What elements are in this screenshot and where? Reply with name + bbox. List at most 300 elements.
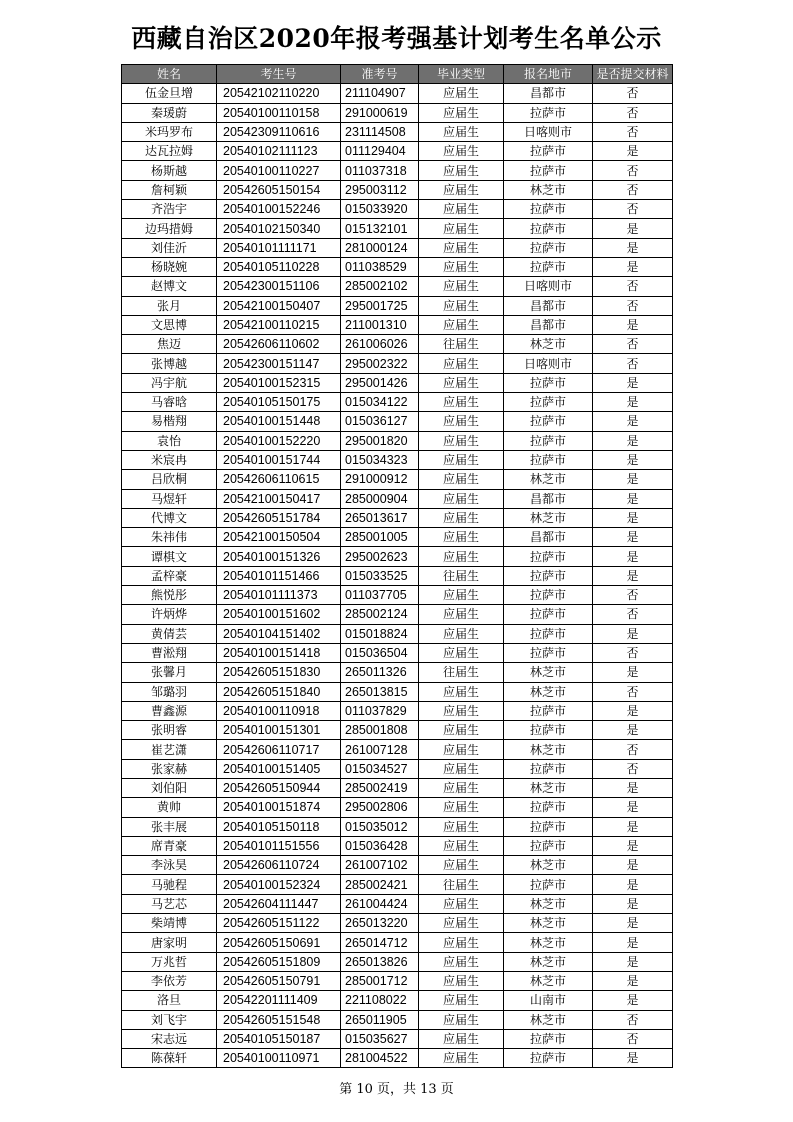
- cell-graduation-type: 应届生: [419, 122, 504, 141]
- cell-registration-city: 拉萨市: [504, 836, 593, 855]
- cell-graduation-type: 应届生: [419, 354, 504, 373]
- cell-materials-submitted: 是: [593, 450, 673, 469]
- cell-materials-submitted: 是: [593, 663, 673, 682]
- cell-admission-number: 011037318: [341, 161, 419, 180]
- table-row: [122, 778, 673, 797]
- cell-candidate-number: 20542102110220: [217, 84, 341, 103]
- cell-registration-city: 拉萨市: [504, 412, 593, 431]
- cell-name: 代博文: [122, 508, 217, 527]
- cell-materials-submitted: 是: [593, 798, 673, 817]
- cell-candidate-number: 20540101151466: [217, 566, 341, 585]
- cell-candidate-number: 20540105150175: [217, 393, 341, 412]
- cell-materials-submitted: 否: [593, 605, 673, 624]
- cell-admission-number: 291000619: [341, 103, 419, 122]
- cell-name: 张博越: [122, 354, 217, 373]
- cell-admission-number: 295001426: [341, 373, 419, 392]
- cell-candidate-number: 20542606110615: [217, 470, 341, 489]
- cell-graduation-type: 应届生: [419, 547, 504, 566]
- cell-materials-submitted: 是: [593, 701, 673, 720]
- cell-admission-number: 261006026: [341, 335, 419, 354]
- cell-admission-number: 015035627: [341, 1029, 419, 1048]
- cell-registration-city: 昌都市: [504, 296, 593, 315]
- cell-name: 伍金旦增: [122, 84, 217, 103]
- cell-admission-number: 211001310: [341, 315, 419, 334]
- cell-candidate-number: 20540102150340: [217, 219, 341, 238]
- cell-admission-number: 015034122: [341, 393, 419, 412]
- cell-candidate-number: 20540105150118: [217, 817, 341, 836]
- cell-graduation-type: 应届生: [419, 952, 504, 971]
- cell-graduation-type: 应届生: [419, 200, 504, 219]
- cell-materials-submitted: 否: [593, 296, 673, 315]
- cell-materials-submitted: 否: [593, 161, 673, 180]
- cell-registration-city: 拉萨市: [504, 643, 593, 662]
- cell-graduation-type: 应届生: [419, 740, 504, 759]
- table-row: [122, 663, 673, 682]
- cell-graduation-type: 应届生: [419, 103, 504, 122]
- table-row: [122, 759, 673, 778]
- header-admission-number: 准考号: [341, 65, 419, 84]
- cell-name: 刘伯阳: [122, 778, 217, 797]
- cell-admission-number: 015036504: [341, 643, 419, 662]
- cell-materials-submitted: 是: [593, 431, 673, 450]
- table-row: [122, 1010, 673, 1029]
- cell-graduation-type: 应届生: [419, 643, 504, 662]
- table-row: [122, 180, 673, 199]
- cell-name: 张馨月: [122, 663, 217, 682]
- cell-registration-city: 拉萨市: [504, 450, 593, 469]
- cell-name: 黄帅: [122, 798, 217, 817]
- table-row: [122, 219, 673, 238]
- table-row: [122, 740, 673, 759]
- cell-admission-number: 261007102: [341, 856, 419, 875]
- cell-registration-city: 昌都市: [504, 315, 593, 334]
- cell-name: 秦瑗蔚: [122, 103, 217, 122]
- table-row: [122, 200, 673, 219]
- cell-name: 刘飞宇: [122, 1010, 217, 1029]
- cell-admission-number: 265011326: [341, 663, 419, 682]
- cell-name: 李泳昊: [122, 856, 217, 875]
- cell-registration-city: 拉萨市: [504, 431, 593, 450]
- cell-admission-number: 015033920: [341, 200, 419, 219]
- cell-registration-city: 林芝市: [504, 914, 593, 933]
- cell-name: 马煜轩: [122, 489, 217, 508]
- table-row: [122, 721, 673, 740]
- cell-name: 崔艺潇: [122, 740, 217, 759]
- cell-admission-number: 295001725: [341, 296, 419, 315]
- cell-materials-submitted: 是: [593, 470, 673, 489]
- cell-candidate-number: 20542605150791: [217, 971, 341, 990]
- table-row: [122, 933, 673, 952]
- cell-name: 曹鑫源: [122, 701, 217, 720]
- table-row: [122, 971, 673, 990]
- cell-admission-number: 265011905: [341, 1010, 419, 1029]
- table-row: [122, 142, 673, 161]
- cell-candidate-number: 20540100110158: [217, 103, 341, 122]
- cell-name: 边玛措姆: [122, 219, 217, 238]
- cell-candidate-number: 20542606110717: [217, 740, 341, 759]
- cell-name: 赵博文: [122, 277, 217, 296]
- cell-graduation-type: 应届生: [419, 412, 504, 431]
- cell-admission-number: 211104907: [341, 84, 419, 103]
- cell-graduation-type: 应届生: [419, 508, 504, 527]
- cell-admission-number: 011038529: [341, 257, 419, 276]
- cell-name: 文思博: [122, 315, 217, 334]
- cell-registration-city: 林芝市: [504, 894, 593, 913]
- cell-candidate-number: 20540101111373: [217, 586, 341, 605]
- cell-candidate-number: 20540100110971: [217, 1049, 341, 1068]
- cell-admission-number: 011037705: [341, 586, 419, 605]
- cell-name: 张家赫: [122, 759, 217, 778]
- table-row: [122, 84, 673, 103]
- cell-materials-submitted: 是: [593, 778, 673, 797]
- cell-registration-city: 拉萨市: [504, 701, 593, 720]
- cell-materials-submitted: 否: [593, 277, 673, 296]
- table-row: [122, 817, 673, 836]
- cell-graduation-type: 应届生: [419, 489, 504, 508]
- cell-graduation-type: 往届生: [419, 875, 504, 894]
- cell-candidate-number: 20542605150944: [217, 778, 341, 797]
- table-row: [122, 354, 673, 373]
- cell-registration-city: 林芝市: [504, 740, 593, 759]
- header-name: 姓名: [122, 65, 217, 84]
- table-row: [122, 508, 673, 527]
- cell-candidate-number: 20540101111171: [217, 238, 341, 257]
- cell-graduation-type: 应届生: [419, 161, 504, 180]
- cell-graduation-type: 应届生: [419, 778, 504, 797]
- cell-materials-submitted: 是: [593, 624, 673, 643]
- table-row: [122, 605, 673, 624]
- table-row: [122, 566, 673, 585]
- cell-materials-submitted: 是: [593, 566, 673, 585]
- cell-graduation-type: 应届生: [419, 605, 504, 624]
- cell-registration-city: 拉萨市: [504, 586, 593, 605]
- cell-registration-city: 拉萨市: [504, 103, 593, 122]
- cell-registration-city: 林芝市: [504, 856, 593, 875]
- table-row: [122, 894, 673, 913]
- cell-materials-submitted: 否: [593, 643, 673, 662]
- cell-registration-city: 日喀则市: [504, 122, 593, 141]
- cell-materials-submitted: 是: [593, 508, 673, 527]
- cell-materials-submitted: 否: [593, 740, 673, 759]
- cell-registration-city: 林芝市: [504, 933, 593, 952]
- header-candidate-number: 考生号: [217, 65, 341, 84]
- cell-graduation-type: 应届生: [419, 1010, 504, 1029]
- cell-name: 陈葆轩: [122, 1049, 217, 1068]
- header-materials-submitted: 是否提交材料: [593, 65, 673, 84]
- cell-candidate-number: 20542100150504: [217, 528, 341, 547]
- cell-name: 张丰展: [122, 817, 217, 836]
- cell-candidate-number: 20540104151402: [217, 624, 341, 643]
- cell-graduation-type: 往届生: [419, 663, 504, 682]
- cell-registration-city: 林芝市: [504, 508, 593, 527]
- table-row: [122, 643, 673, 662]
- page-footer: 第 10 页，共 13 页: [339, 1082, 454, 1097]
- cell-admission-number: 221108022: [341, 991, 419, 1010]
- cell-candidate-number: 20542100150407: [217, 296, 341, 315]
- cell-name: 洛旦: [122, 991, 217, 1010]
- cell-registration-city: 林芝市: [504, 778, 593, 797]
- cell-name: 焦迈: [122, 335, 217, 354]
- table-row: [122, 528, 673, 547]
- cell-admission-number: 015033525: [341, 566, 419, 585]
- cell-registration-city: 日喀则市: [504, 277, 593, 296]
- table-row: [122, 103, 673, 122]
- cell-materials-submitted: 否: [593, 335, 673, 354]
- cell-graduation-type: 往届生: [419, 566, 504, 585]
- cell-graduation-type: 应届生: [419, 373, 504, 392]
- cell-registration-city: 林芝市: [504, 971, 593, 990]
- cell-candidate-number: 20540100151874: [217, 798, 341, 817]
- cell-materials-submitted: 是: [593, 373, 673, 392]
- cell-name: 杨斯越: [122, 161, 217, 180]
- cell-candidate-number: 20542604111447: [217, 894, 341, 913]
- cell-registration-city: 拉萨市: [504, 759, 593, 778]
- cell-name: 杨晓婉: [122, 257, 217, 276]
- cell-name: 达瓦拉姆: [122, 142, 217, 161]
- cell-materials-submitted: 是: [593, 836, 673, 855]
- table-row: [122, 373, 673, 392]
- cell-admission-number: 015034527: [341, 759, 419, 778]
- cell-admission-number: 285002124: [341, 605, 419, 624]
- table-row: [122, 547, 673, 566]
- cell-registration-city: 拉萨市: [504, 624, 593, 643]
- cell-registration-city: 昌都市: [504, 489, 593, 508]
- table-row: [122, 836, 673, 855]
- cell-registration-city: 拉萨市: [504, 605, 593, 624]
- table-row: [122, 393, 673, 412]
- cell-name: 谭棋文: [122, 547, 217, 566]
- cell-materials-submitted: 否: [593, 180, 673, 199]
- cell-admission-number: 231114508: [341, 122, 419, 141]
- cell-graduation-type: 应届生: [419, 180, 504, 199]
- cell-candidate-number: 20540101151556: [217, 836, 341, 855]
- cell-graduation-type: 应届生: [419, 470, 504, 489]
- page-title: 西藏自治区2020年报考强基计划考生名单公示: [131, 24, 662, 53]
- cell-graduation-type: 应届生: [419, 277, 504, 296]
- table-row: [122, 875, 673, 894]
- header-graduation-type: 毕业类型: [419, 65, 504, 84]
- cell-materials-submitted: 否: [593, 84, 673, 103]
- cell-registration-city: 拉萨市: [504, 257, 593, 276]
- cell-graduation-type: 应届生: [419, 528, 504, 547]
- cell-name: 张月: [122, 296, 217, 315]
- table-row: [122, 431, 673, 450]
- cell-name: 宋志远: [122, 1029, 217, 1048]
- cell-admission-number: 285001808: [341, 721, 419, 740]
- cell-admission-number: 295002806: [341, 798, 419, 817]
- cell-materials-submitted: 否: [593, 200, 673, 219]
- cell-registration-city: 林芝市: [504, 663, 593, 682]
- cell-candidate-number: 20540100151602: [217, 605, 341, 624]
- cell-registration-city: 拉萨市: [504, 219, 593, 238]
- cell-graduation-type: 应届生: [419, 238, 504, 257]
- cell-graduation-type: 应届生: [419, 431, 504, 450]
- candidate-table: [121, 64, 673, 1068]
- cell-materials-submitted: 否: [593, 122, 673, 141]
- cell-admission-number: 261007128: [341, 740, 419, 759]
- cell-name: 吕欣桐: [122, 470, 217, 489]
- cell-admission-number: 015036428: [341, 836, 419, 855]
- cell-candidate-number: 20542605150691: [217, 933, 341, 952]
- cell-name: 熊悦彤: [122, 586, 217, 605]
- cell-graduation-type: 应届生: [419, 701, 504, 720]
- table-row: [122, 161, 673, 180]
- cell-graduation-type: 应届生: [419, 450, 504, 469]
- cell-name: 张明睿: [122, 721, 217, 740]
- table-row: [122, 296, 673, 315]
- table-row: [122, 122, 673, 141]
- cell-materials-submitted: 是: [593, 952, 673, 971]
- cell-materials-submitted: 否: [593, 1010, 673, 1029]
- cell-candidate-number: 20540100151448: [217, 412, 341, 431]
- cell-name: 马驰程: [122, 875, 217, 894]
- cell-admission-number: 011129404: [341, 142, 419, 161]
- cell-materials-submitted: 是: [593, 1049, 673, 1068]
- cell-candidate-number: 20542100150417: [217, 489, 341, 508]
- cell-admission-number: 265013826: [341, 952, 419, 971]
- cell-candidate-number: 20542605151784: [217, 508, 341, 527]
- cell-registration-city: 日喀则市: [504, 354, 593, 373]
- cell-graduation-type: 应届生: [419, 296, 504, 315]
- cell-admission-number: 291000912: [341, 470, 419, 489]
- cell-materials-submitted: 否: [593, 586, 673, 605]
- cell-registration-city: 林芝市: [504, 470, 593, 489]
- cell-graduation-type: 应届生: [419, 991, 504, 1010]
- cell-graduation-type: 应届生: [419, 971, 504, 990]
- cell-candidate-number: 20540100110227: [217, 161, 341, 180]
- table-row: [122, 991, 673, 1010]
- cell-materials-submitted: 是: [593, 971, 673, 990]
- table-row: [122, 1029, 673, 1048]
- cell-graduation-type: 应届生: [419, 1049, 504, 1068]
- cell-name: 马睿晗: [122, 393, 217, 412]
- cell-graduation-type: 应届生: [419, 798, 504, 817]
- cell-candidate-number: 20540100152220: [217, 431, 341, 450]
- cell-name: 米玛罗布: [122, 122, 217, 141]
- cell-materials-submitted: 是: [593, 991, 673, 1010]
- cell-candidate-number: 20542309110616: [217, 122, 341, 141]
- cell-registration-city: 林芝市: [504, 335, 593, 354]
- cell-materials-submitted: 是: [593, 856, 673, 875]
- cell-candidate-number: 20540100152324: [217, 875, 341, 894]
- cell-registration-city: 拉萨市: [504, 161, 593, 180]
- cell-graduation-type: 应届生: [419, 84, 504, 103]
- cell-candidate-number: 20542605151830: [217, 663, 341, 682]
- cell-registration-city: 拉萨市: [504, 547, 593, 566]
- cell-admission-number: 285001005: [341, 528, 419, 547]
- cell-graduation-type: 应届生: [419, 586, 504, 605]
- cell-admission-number: 015034323: [341, 450, 419, 469]
- cell-registration-city: 林芝市: [504, 682, 593, 701]
- cell-graduation-type: 往届生: [419, 335, 504, 354]
- table-row: [122, 586, 673, 605]
- table-row: [122, 489, 673, 508]
- cell-candidate-number: 20542605151809: [217, 952, 341, 971]
- cell-candidate-number: 20542605151122: [217, 914, 341, 933]
- cell-admission-number: 015132101: [341, 219, 419, 238]
- cell-candidate-number: 20540105110228: [217, 257, 341, 276]
- cell-materials-submitted: 是: [593, 489, 673, 508]
- cell-candidate-number: 20542605151548: [217, 1010, 341, 1029]
- cell-graduation-type: 应届生: [419, 933, 504, 952]
- cell-candidate-number: 20540105150187: [217, 1029, 341, 1048]
- cell-name: 孟梓豪: [122, 566, 217, 585]
- cell-registration-city: 拉萨市: [504, 566, 593, 585]
- cell-candidate-number: 20540100152246: [217, 200, 341, 219]
- cell-registration-city: 拉萨市: [504, 238, 593, 257]
- cell-name: 曹淞翔: [122, 643, 217, 662]
- cell-materials-submitted: 是: [593, 528, 673, 547]
- cell-graduation-type: 应届生: [419, 759, 504, 778]
- cell-registration-city: 拉萨市: [504, 721, 593, 740]
- cell-materials-submitted: 否: [593, 682, 673, 701]
- cell-admission-number: 285002102: [341, 277, 419, 296]
- cell-graduation-type: 应届生: [419, 142, 504, 161]
- cell-admission-number: 015036127: [341, 412, 419, 431]
- cell-admission-number: 281004522: [341, 1049, 419, 1068]
- cell-candidate-number: 20540100151326: [217, 547, 341, 566]
- cell-candidate-number: 20540100151744: [217, 450, 341, 469]
- table-row: [122, 470, 673, 489]
- cell-name: 黄倩芸: [122, 624, 217, 643]
- cell-materials-submitted: 是: [593, 933, 673, 952]
- table-row: [122, 701, 673, 720]
- cell-materials-submitted: 是: [593, 894, 673, 913]
- table-row: [122, 952, 673, 971]
- cell-graduation-type: 应届生: [419, 914, 504, 933]
- cell-admission-number: 285002421: [341, 875, 419, 894]
- cell-registration-city: 拉萨市: [504, 875, 593, 894]
- cell-graduation-type: 应届生: [419, 315, 504, 334]
- cell-materials-submitted: 是: [593, 412, 673, 431]
- cell-admission-number: 011037829: [341, 701, 419, 720]
- cell-admission-number: 265013617: [341, 508, 419, 527]
- table-row: [122, 238, 673, 257]
- cell-name: 齐浩宇: [122, 200, 217, 219]
- cell-materials-submitted: 是: [593, 914, 673, 933]
- cell-graduation-type: 应届生: [419, 257, 504, 276]
- cell-admission-number: 285002419: [341, 778, 419, 797]
- cell-name: 米宸冉: [122, 450, 217, 469]
- cell-materials-submitted: 是: [593, 142, 673, 161]
- cell-candidate-number: 20540102111123: [217, 142, 341, 161]
- cell-admission-number: 295002623: [341, 547, 419, 566]
- cell-registration-city: 拉萨市: [504, 393, 593, 412]
- cell-name: 席青豪: [122, 836, 217, 855]
- cell-candidate-number: 20542300151106: [217, 277, 341, 296]
- cell-materials-submitted: 是: [593, 721, 673, 740]
- cell-materials-submitted: 是: [593, 219, 673, 238]
- cell-name: 许炳烨: [122, 605, 217, 624]
- cell-name: 李依芳: [122, 971, 217, 990]
- cell-candidate-number: 20542300151147: [217, 354, 341, 373]
- cell-candidate-number: 20542201111409: [217, 991, 341, 1010]
- cell-materials-submitted: 是: [593, 547, 673, 566]
- cell-registration-city: 拉萨市: [504, 142, 593, 161]
- cell-name: 万兆哲: [122, 952, 217, 971]
- cell-name: 袁怡: [122, 431, 217, 450]
- cell-candidate-number: 20542606110724: [217, 856, 341, 875]
- cell-registration-city: 拉萨市: [504, 1029, 593, 1048]
- cell-graduation-type: 应届生: [419, 1029, 504, 1048]
- cell-admission-number: 285001712: [341, 971, 419, 990]
- table-body: [122, 84, 673, 1068]
- cell-candidate-number: 20542605151840: [217, 682, 341, 701]
- cell-registration-city: 拉萨市: [504, 1049, 593, 1068]
- cell-graduation-type: 应届生: [419, 894, 504, 913]
- table-row: [122, 450, 673, 469]
- cell-materials-submitted: 是: [593, 315, 673, 334]
